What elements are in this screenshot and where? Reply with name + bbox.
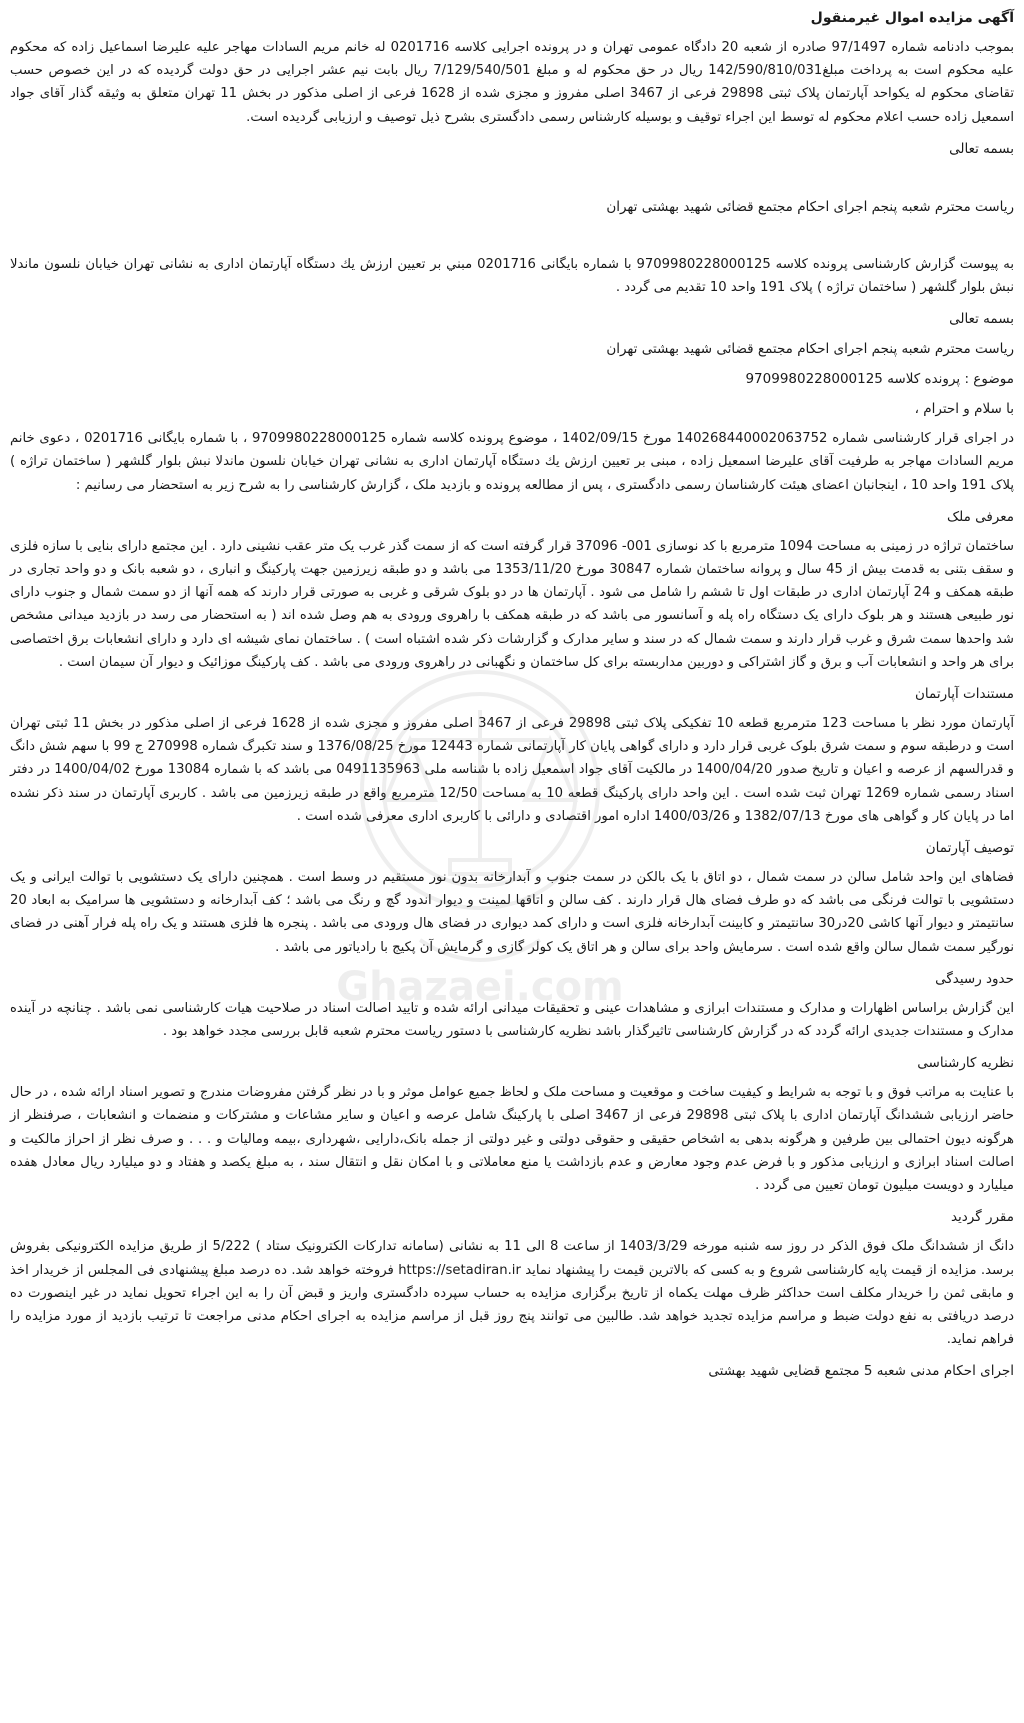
decision-text-a: دانگ از ششدانگ ملک فوق الذکر در روز سه شنبه مورخه 1403/3/29 از ساعت 8 الی 11 به نشانی (سامانه تدارکات الکترونیک ستاد ) 5/222 از طریق مزایده الکترونیکی بفروش برسد. مزایده از قیمت پایه کارشناسی شروع و به کسی که بالاترین قیمت را پیشنهاد نماید [10, 1239, 1014, 1278]
documents-paragraph: آپارتمان مورد نظر با مساحت 123 مترمربع قطعه 10 تفکیکی پلاک ثبتی 29898 فرعی از 3467 اصلی مفروز و مجزی شده از 1628 فرعی از اصلی مذکور در بخش 11 ثبتی تهران است و درطبقه سوم و سمت شرق بلوک غربی قرار دارد و دارای گواهی پایان کار آپارتمانی شماره 12443 مورخ 1376/08/25 و سند تکبرگ شماره 270998 ج 99 با سهم شش دانگ و قدرالسهم از عرصه و اعیان و تاریخ صدور 1400/04/20 در مالکیت آقای جواد اسمعیل زاده با شناسه ملی 0491135963 می باشد که با شماره 13084 مورخ 1400/04/02 در دفتر اسناد رسمی شماره 1269 تهران ثبت شده است . این واحد دارای پارکینگ قطعه 10 به مساحت 12/50 مترمربع واقع در طبقه زیرزمین می باشد . کاربری آپارتمان در سند ذکر نشده اما در پایان کار و گواهی های مورخ 1382/07/13 و 1400/03/26 اداره امور اقتصادی و دارائی با کاربری اداری معرفی شده است . [10, 716, 1015, 824]
property-paragraph: ساختمان تراژه در زمینی به مساحت 1094 مترمربع با کد نوسازی 001- 37096 قرار گرفته است که از سمت گذر غرب یک متر عقب نشینی دارد . این مجتمع دارای بنایی با سازه فلزی و سقف بتنی به قدمت بیش از 45 سال و پروانه ساختمان شماره 30847 مورخ 1353/11/20 می باشد و دو طبقه زیرزمین جهت پارکینگ و انباری ، دو شعبه بانک و دو واحد تجاری در طبقه همکف و 24 آپارتمان اداری در طبقات اول تا ششم را شامل می شود . آپارتمان ها در دو بلوک شرقی و غربی به صورتی قرار دارند که همه آنها از دو سمت شمال و جنوب دارای نور طبیعی هستند و هر بلوک دارای یک دستگاه راه پله و آسانسور می باشد که در طبقه همکف با راهروی ورودی به هم وصل شده اند ( به استحضار می رسد در بازدید میدانی مشخص شد واحدها سمت شرق و غرب قرار دارند و سمت شمال که در سند و سایر مدارک و گزارشات ذکر شده اشتباه است ) . ساختمان نمای شیشه ای دارد و دارای انشعابات برق اختصاصی برای هر واحد و انشعابات آب و برق و گاز اشتراکی و دوربین مداربسته برای کل ساختمان و نگهبانی در راهروی ورودی می باشد . کف پارکینگ موزائیک و دیوار آن سیمان است . [10, 538, 1014, 670]
addressee-2: ریاست محترم شعبه پنجم اجرای احکام مجتمع قضائی شهید بهشتی تهران [606, 341, 1014, 358]
scope-paragraph: این گزارش براساس اظهارات و مدارک و مستندات ابرازی و مشاهدات عینی و تحقیقات میدانی ارائه شده و تایید اصالت اسناد در صلاحیت هیات کارشناسی نمی باشد . چنانچه در آینده مدارک و مستندات جدیدی ارائه گردد که در گزارش کارشناسی تاثیرگذار باشد نظریه کارشناسی با دستور ریاست محترم شعبه قابل بررسی مجدد خواهد بود . [10, 1000, 1014, 1040]
section-heading-decision: مقرر گردید [950, 1209, 1014, 1226]
section-heading-description: توصیف آپارتمان [925, 840, 1014, 857]
section-heading-scope: حدود رسیدگی [935, 970, 1014, 987]
execution-paragraph: در اجرای قرار کارشناسی شماره 140268440002063752 مورخ 1402/09/15 ، موضوع پرونده کلاسه شماره 9709980228000125 ، با شماره بایگانی 0201716 ، دعوی خانم مریم السادات مهاجر به طرفیت آقای علیرضا اسمعیل زاده ، مبنی بر تعیین ارزش يك دستگاه آپارتمان اداری به نشانی تهران خیابان نلسون ماندلا نبش بلوار گلشهر ( ساختمان تراژه ) پلاک 191 واحد 10 ، اینجانبان اعضای هیئت کارشناسان رسمی دادگستری ، پس از مطالعه پرونده و بازدید ملک ، گزارش کارشناسی را به شرح زیر به استحضار می رسانیم : [10, 431, 1014, 493]
addressee-1: ریاست محترم شعبه پنجم اجرای احکام مجتمع قضائی شهید بهشتی تهران [606, 198, 1014, 215]
signature-line: اجرای احکام مدنی شعبه 5 مجتمع قضایی شهید بهشتی [708, 1363, 1014, 1380]
section-heading-property: معرفی ملک [947, 508, 1014, 525]
setad-link[interactable]: https://setadiran.ir [398, 1262, 521, 1278]
section-heading-documents: مستندات آپارتمان [915, 686, 1014, 703]
notice-intro: بموجب دادنامه شماره 97/1497 صادره از شعبه 20 دادگاه عمومی تهران و در پرونده اجرایی کلاسه 0201716 له خانم مریم السادات مهاجر علیه علیرضا اسماعیل زاده که محکوم علیه محکوم است به پرداخت مبلغ142/590/810/031 ریال در حق محکوم له و مبلغ 7/129/540/501 ریال بابت نیم عشر اجرایی در حق دولت گردیده که در این خصوص حسب تقاضای محکوم له یکواحد آپارتمان پلاک ثبتی 29898 فرعی از 3467 اصلی مفروز و مجزی شده از 1628 فرعی از اصلی مذکور در بخش 11 تهران متعلق به وثیقه گذار آقای جواد اسمعیل زاده حسب اعلام محکوم له توسط این اجراء توقیف و بوسیله کارشناس رسمی دادگستری بشرح ذیل توصیف و ارزیابی گردیده است. [10, 40, 1015, 125]
subject-line: موضوع : پرونده کلاسه 9709980228000125 [745, 371, 1014, 388]
attachment-paragraph: به پیوست گزارش کارشناسی پرونده کلاسه 9709980228000125 با شماره بایگانی 0201716 مبني بر تعيين ارزش يك دستگاه آپارتمان اداری به نشانی تهران خیابان نلسون ماندلا نبش بلوار گلشهر ( ساختمان تراژه ) پلاک 191 واحد 10 تقدیم می گردد . [10, 256, 1014, 296]
description-paragraph: فضاهای این واحد شامل سالن در سمت شمال ، دو اتاق با یک بالکن در سمت جنوب و آبدارخانه بدون نور مستقیم در وسط است . همچنین دارای یک دستشویی با توالت ایرانی و یک دستشویی با توالت فرنگی می باشد که دو طرف فضای هال قرار دارند . کف سالن و اتاقها لمینت و دیوار اندود گچ و رنگ می باشد ؛ کف آبدارخانه و دستشویی ها سرامیک به ابعاد 20 سانتیمتر و دیوار آنها کاشی 20در30 سانتیمتر و کابینت آبدارخانه فلزی است و دارای کمد دیواری در فضای هال ورودی می باشد . پنجره ها فلزی هستند و یک راه پله فرار آهنی در فضای نورگیر سمت شمال سالن واقع شده است . سرمایش واحد برای سالن و هر اتاق یک کولر گازی و گرمایش آن پکیج با رادیاتور می باشد . [10, 870, 1015, 955]
decision-paragraph [10, 1235, 1014, 1351]
salutation-2: بسمه تعالی [949, 311, 1014, 328]
watermark-text: Ghazaei.com [336, 964, 624, 1010]
salutation-1: بسمه تعالی [949, 140, 1014, 157]
notice-title: آگهی مزایده اموال غیرمنقول [810, 10, 1014, 26]
section-heading-opinion: نظریه کارشناسی [917, 1055, 1014, 1072]
opinion-paragraph: با عنایت به مراتب فوق و با توجه به شرایط و کیفیت ساخت و موقعیت و مساحت ملک و لحاظ جمیع عوامل موثر و با در نظر گرفتن مفروضات مندرج و تصویر اسناد ارائه شده ، در حال حاضر ارزیابی ششدانگ آپارتمان اداری با پلاک ثبتی 29898 فرعی از 3467 اصلی با پارکینگ شامل عرصه و اعیان و سایر مشاعات و مشترکات و منضمات و انشعابات ، صرفنظر از هرگونه دیون احتمالی بین طرفین و هرگونه بدهی به اشخاص حقیقی و حقوقی دولتی و غیر دولتی از جمله بانک،دارایی ،شهرداری ،بیمه ومالیات و . . . و صرف نظر از احراز مالکیت و اصالت اسناد ابرازی و ارزیابی مذکور و با فرض عدم وجود معارض و عدم بازداشت یا منع معاملاتی و با امکان نقل و انتقال سند ، به مبلغ یکصد و هفتاد و دو میلیارد ریال معادل هفده میلیارد و دویست میلیون تومان تعیین می گردد . [10, 1085, 1014, 1194]
decision-text-b: فروخته خواهد شد. ده درصد مبلغ پیشنهادی فی المجلس از خریدار اخذ و مابقی ثمن را خریدار مکلف است حداکثر ظرف مهلت یکماه از تاریخ برگزاری مزایده به حساب سپرده دادگستری واریز و قبض آن را به این اجراء تحویل نماید در غیر اینصورت ده درصد دریافتی به نفع دولت ضبط و مراسم مزایده تجدید خواهد شد. طالبین می توانند پنج روز قبل از مراسم مزایده به اجرای احکام مدنی مراجعت تا ترتیب بازدید از مورد مزایده را فراهم نماید. [10, 1262, 1014, 1348]
greeting-line: با سلام و احترام ، [914, 401, 1014, 418]
